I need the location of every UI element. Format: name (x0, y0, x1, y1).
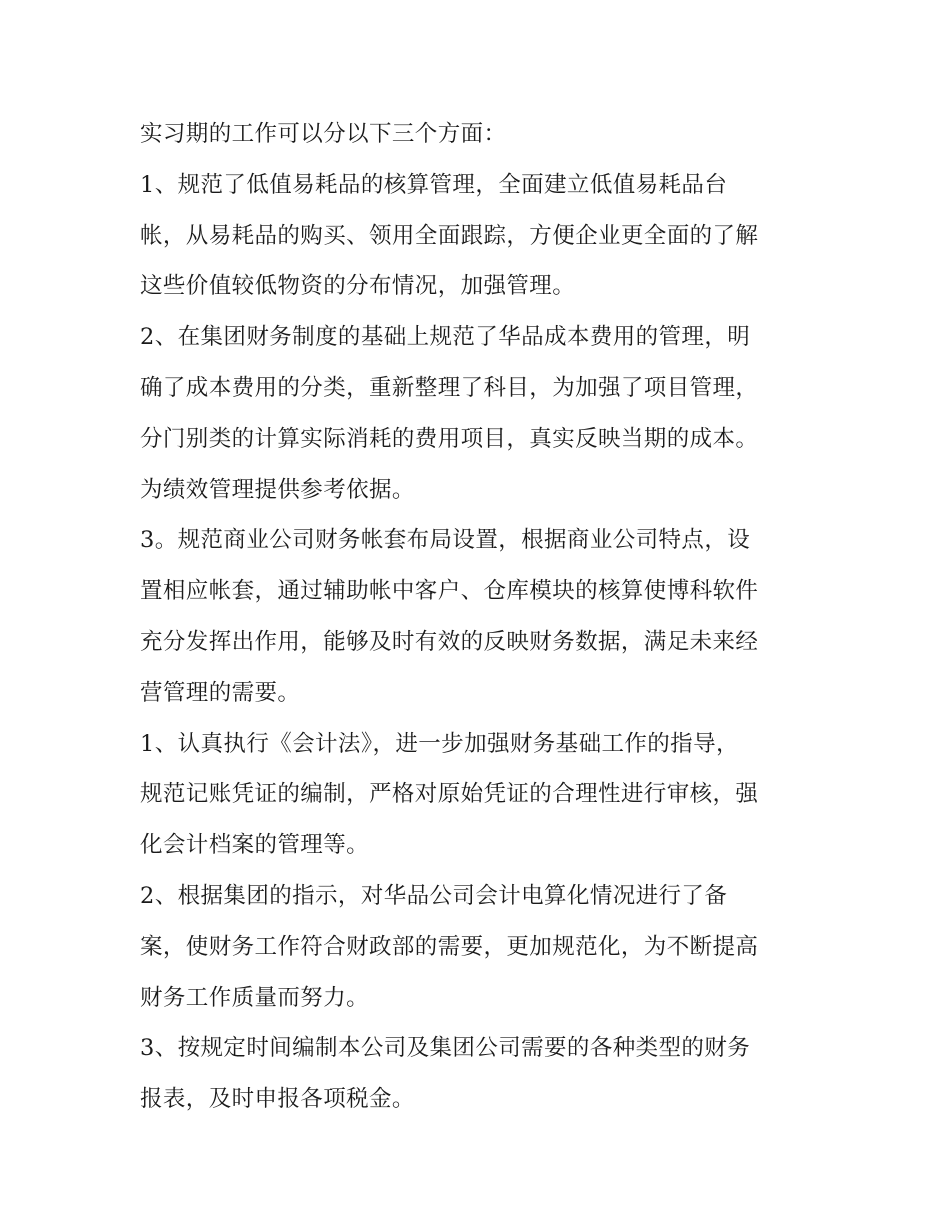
paragraph-item-1-consumables (140, 160, 820, 312)
paragraph-item-2-cost-management (140, 312, 820, 515)
text-line: 营管理的需要。 (140, 679, 301, 706)
text-line: 案，使财务工作符合财政部的需要，更加规范化，为不断提高 (140, 933, 759, 960)
text-line: 3。规范商业公司财务帐套布局设置，根据商业公司特点，设 (140, 527, 751, 554)
text-line: 1、认真执行《会计法》，进一步加强财务基础工作的指导， (140, 730, 739, 757)
document-body (140, 109, 820, 1125)
text-line: 这些价值较低物资的分布情况，加强管理。 (140, 273, 576, 300)
text-line: 充分发挥出作用，能够及时有效的反映财务数据，满足未来经 (140, 628, 759, 655)
paragraph-intro (140, 109, 820, 160)
text-line: 确了成本费用的分类，重新整理了科目，为加强了项目管理， (140, 374, 759, 401)
paragraph-item-3-reports-taxes (140, 1023, 820, 1125)
text-line: 3、按规定时间编制本公司及集团公司需要的各种类型的财务 (140, 1035, 751, 1062)
text-line: 1、规范了低值易耗品的核算管理，全面建立低值易耗品台 (140, 171, 728, 198)
text-line: 2、根据集团的指示，对华品公司会计电算化情况进行了备 (140, 882, 728, 909)
paragraph-item-3-account-setup (140, 515, 820, 718)
text-line: 置相应帐套，通过辅助帐中客户、仓库模块的核算使博科软件 (140, 578, 759, 605)
text-line: 实习期的工作可以分以下三个方面： (140, 121, 507, 147)
text-line: 2、在集团财务制度的基础上规范了华品成本费用的管理，明 (140, 324, 751, 351)
text-line: 为绩效管理提供参考依据。 (140, 476, 415, 503)
paragraph-item-1-accounting-law (140, 719, 820, 871)
text-line: 帐，从易耗品的购买、领用全面跟踪，方便企业更全面的了解 (140, 222, 759, 249)
text-line: 财务工作质量而努力。 (140, 984, 370, 1011)
text-line: 报表，及时申报各项税金。 (140, 1086, 415, 1113)
text-line: 化会计档案的管理等。 (140, 832, 370, 859)
paragraph-item-2-computerization (140, 871, 820, 1023)
text-line: 规范记账凭证的编制，严格对原始凭证的合理性进行审核，强 (140, 781, 759, 808)
text-line: 分门别类的计算实际消耗的费用项目，真实反映当期的成本。 (140, 425, 759, 452)
